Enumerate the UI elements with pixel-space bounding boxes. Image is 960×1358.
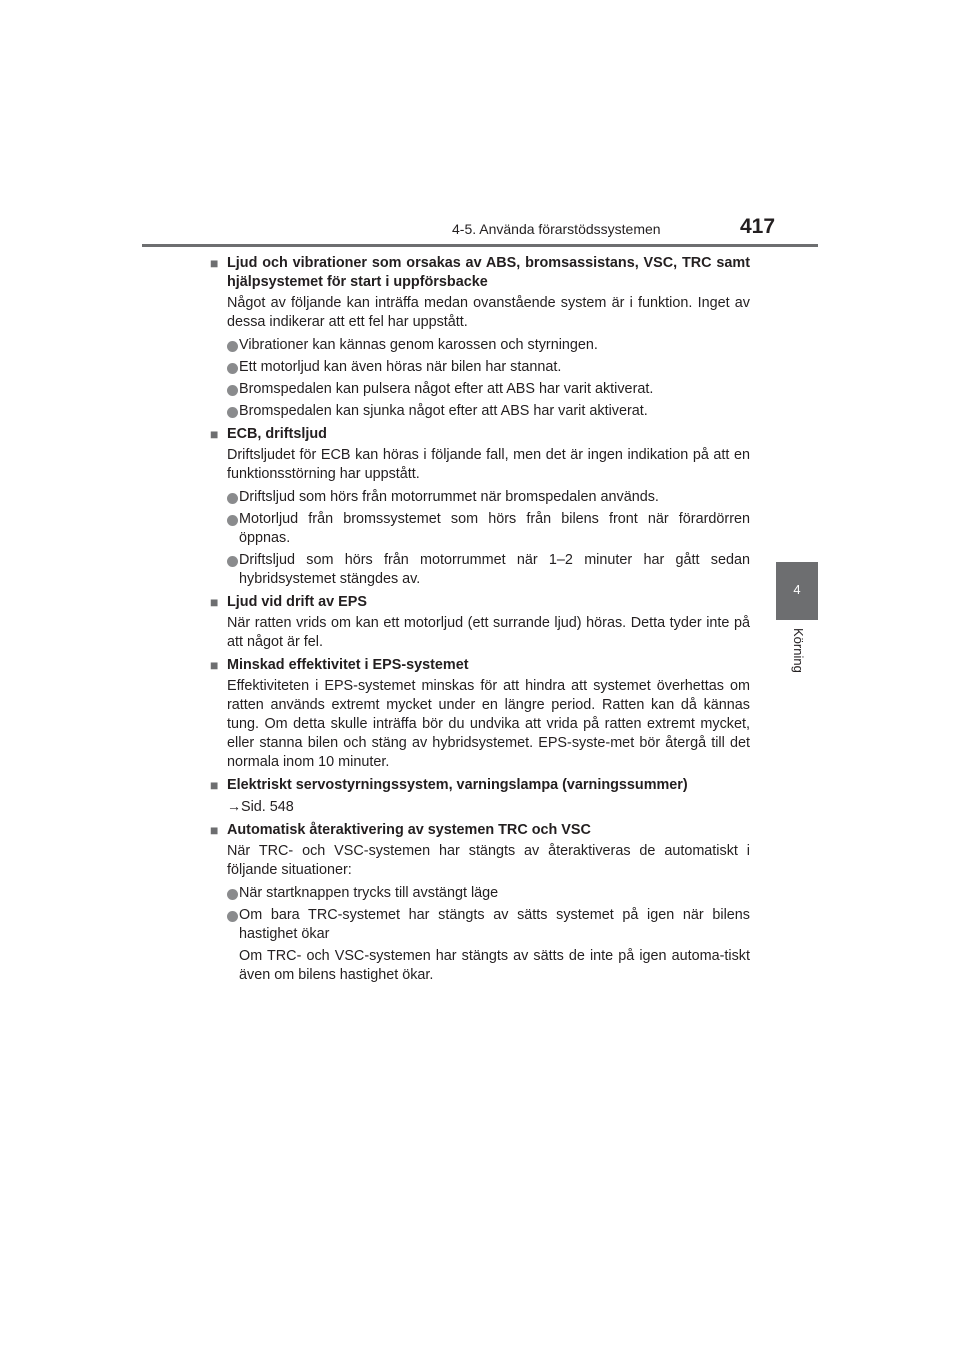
section-eps-efficiency	[210, 656, 750, 772]
list-item-text: Motorljud från bromssystemet som hörs från bilens front när förardörren öppnas.	[239, 511, 750, 546]
list-item	[227, 884, 750, 903]
section-paragraph: Driftsljudet för ECB kan höras i följande fall, men det är ingen indikation på att en funktionsstörning har uppstått.	[227, 447, 750, 482]
section-heading-text: Elektriskt servostyrningssystem, varningslampa (varningssummer)	[227, 777, 688, 793]
list-item	[227, 488, 750, 507]
list-item-text: Om bara TRC-systemet har stängts av sätts systemet på igen när bilens hastighet ökar	[239, 907, 750, 942]
circle-bullet-icon	[227, 385, 238, 396]
bullet-list	[210, 488, 750, 589]
section-heading	[210, 776, 750, 795]
header-rule	[142, 244, 818, 247]
section-heading	[210, 821, 750, 840]
list-item-text: Driftsljud som hörs från motorrummet när bromspedalen används.	[239, 489, 659, 505]
list-item	[227, 358, 750, 377]
circle-bullet-icon	[227, 515, 238, 526]
section-abs-vibrations	[210, 254, 750, 421]
list-item	[227, 906, 750, 944]
list-item-text: Bromspedalen kan sjunka något efter att ABS har varit aktiverat.	[239, 403, 648, 419]
section-eps-sound	[210, 593, 750, 652]
square-bullet-icon: ■	[210, 657, 219, 673]
section-paragraph: Effektiviteten i EPS-systemet minskas för att hindra att systemet överhettas om ratten används extremt mycket under en längre period. Ratten kan då kännas tung. Om detta skulle inträffa bör du undvika att vrida på ratten extremt mycket, eller stanna bilen och stäng av hybridsystemet. EPS-syste-met bör återgå till det normala inom 10 minuter.	[227, 678, 750, 770]
circle-bullet-icon	[227, 363, 238, 374]
bullet-list	[210, 336, 750, 421]
list-item	[227, 336, 750, 355]
square-bullet-icon: ■	[210, 426, 219, 442]
list-item-text: Vibrationer kan kännas genom karossen och styrningen.	[239, 337, 598, 353]
section-heading-text: Automatisk återaktivering av systemen TRC och VSC	[227, 822, 591, 838]
list-item-text: Ett motorljud kan även höras när bilen har stannat.	[239, 359, 562, 375]
section-heading-text: Minskad effektivitet i EPS-systemet	[227, 657, 469, 673]
page-reference[interactable]	[227, 797, 750, 817]
chapter-tab	[776, 562, 818, 620]
page-reference-text: Sid. 548	[241, 799, 294, 815]
circle-bullet-icon	[227, 341, 238, 352]
section-heading	[210, 254, 750, 292]
section-heading	[210, 593, 750, 612]
list-item-text: Driftsljud som hörs från motorrummet när 1–2 minuter har gått sedan hybridsystemet stängdes av.	[239, 552, 750, 587]
section-eps-warning	[210, 776, 750, 817]
list-item	[227, 551, 750, 589]
arrow-right-icon: →	[227, 798, 241, 814]
page-number: 417	[740, 215, 776, 238]
list-item	[227, 380, 750, 399]
circle-bullet-icon	[227, 889, 238, 900]
section-paragraph: När ratten vrids om kan ett motorljud (ett surrande ljud) höras. Detta tyder inte på att något är fel.	[227, 615, 750, 650]
square-bullet-icon: ■	[210, 777, 219, 793]
bullet-list	[210, 884, 750, 944]
section-subparagraph: Om TRC- och VSC-systemen har stängts av sätts de inte på igen automa-tiskt även om bilens hastighet ökar.	[239, 948, 750, 983]
square-bullet-icon: ■	[210, 594, 219, 610]
chapter-label: Körning	[791, 628, 806, 673]
page-content	[210, 254, 750, 985]
section-ecb-sounds	[210, 425, 750, 589]
list-item-text: Bromspedalen kan pulsera något efter att ABS har varit aktiverat.	[239, 381, 654, 397]
section-heading-text: ECB, driftsljud	[227, 426, 327, 442]
section-paragraph: Något av följande kan inträffa medan ovanstående system är i funktion. Inget av dessa indikerar att ett fel har uppstått.	[227, 295, 750, 330]
circle-bullet-icon	[227, 407, 238, 418]
square-bullet-icon: ■	[210, 822, 219, 838]
section-paragraph: När TRC- och VSC-systemen har stängts av återaktiveras de automatiskt i följande situationer:	[227, 843, 750, 878]
list-item	[227, 402, 750, 421]
running-header-section: 4-5. Använda förarstödssystemen	[452, 221, 661, 237]
section-heading	[210, 425, 750, 444]
circle-bullet-icon	[227, 493, 238, 504]
section-auto-reactivation	[210, 821, 750, 985]
circle-bullet-icon	[227, 556, 238, 567]
section-heading	[210, 656, 750, 675]
square-bullet-icon: ■	[210, 255, 219, 271]
circle-bullet-icon	[227, 911, 238, 922]
list-item-text: När startknappen trycks till avstängt läge	[239, 885, 499, 901]
chapter-number: 4	[793, 582, 801, 597]
list-item	[227, 510, 750, 548]
section-heading-text: Ljud vid drift av EPS	[227, 594, 367, 610]
section-heading-text: Ljud och vibrationer som orsakas av ABS, bromsassistans, VSC, TRC samt hjälpsystemet för start i uppförsbacke	[227, 255, 750, 290]
